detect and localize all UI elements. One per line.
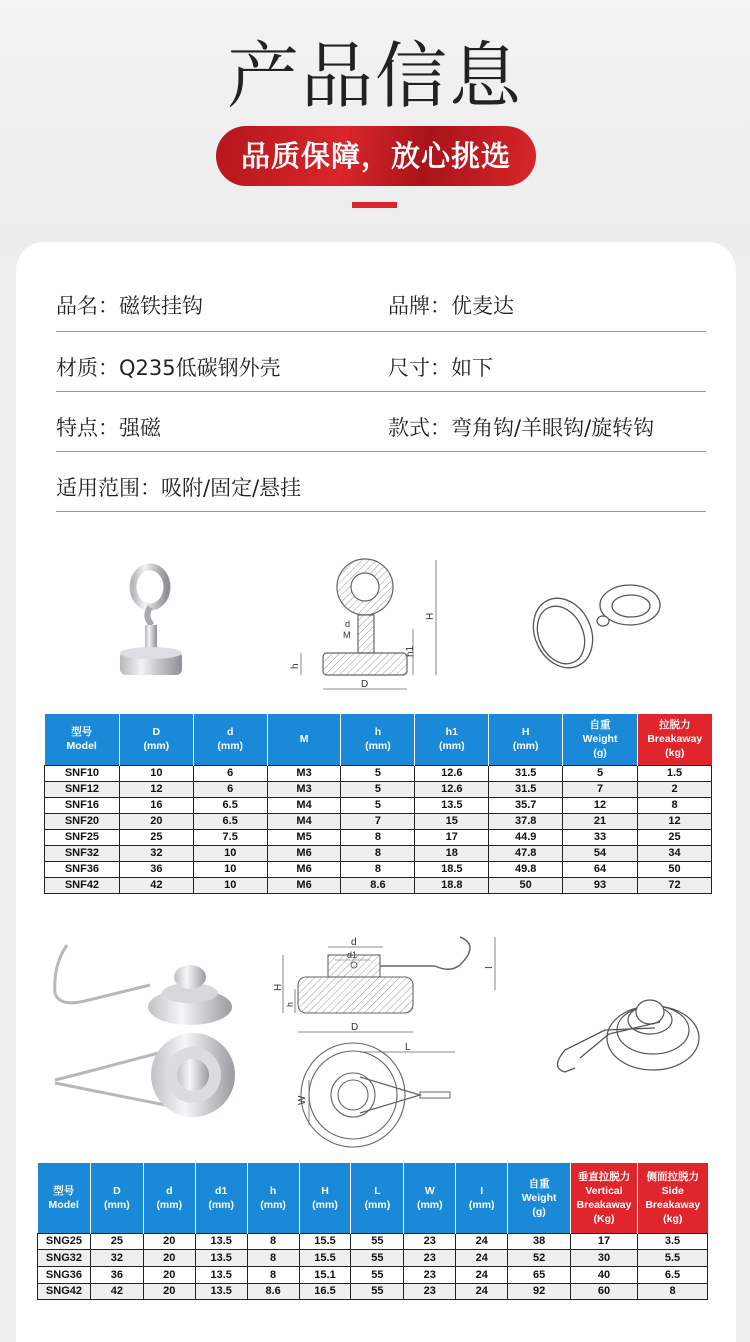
table-cell: 13.5 — [195, 1266, 247, 1283]
dim-d: d — [345, 619, 351, 629]
eye-hook-photo — [100, 555, 200, 685]
info-usage: 适用范围：吸附/固定/悬挂 — [56, 476, 302, 500]
dim2-d: d — [351, 937, 357, 948]
table-cell: 30 — [571, 1250, 638, 1267]
header-unit: (g) — [593, 747, 607, 760]
table-cell: 20 — [119, 813, 193, 829]
table-row — [45, 829, 712, 845]
info-size: 尺寸：如下 — [388, 356, 493, 380]
dim2-d1: d1 — [347, 950, 358, 960]
info-feature: 特点：强磁 — [56, 416, 161, 440]
header-en2: Breakaway — [576, 1198, 632, 1211]
table-cell: 6.5 — [638, 1266, 708, 1283]
dim2-H: H — [273, 983, 284, 991]
column-header — [90, 1163, 143, 1233]
table-cell: 8 — [638, 1283, 708, 1300]
info-row — [56, 332, 706, 392]
table-cell: 5 — [341, 781, 415, 797]
accent-divider — [352, 202, 397, 208]
column-header — [508, 1163, 571, 1233]
header-cn: 型号 — [53, 1184, 75, 1197]
table-cell: 12 — [563, 797, 638, 813]
table-cell: 13.5 — [195, 1233, 247, 1250]
table-cell: 54 — [563, 845, 638, 861]
swivel-hook-sketch — [545, 990, 710, 1085]
table-cell: 7 — [341, 813, 415, 829]
header-en: L — [374, 1184, 381, 1197]
table-cell: 36 — [90, 1266, 143, 1283]
header-en: H — [321, 1184, 329, 1197]
table-row — [38, 1266, 708, 1283]
column-header — [143, 1163, 195, 1233]
table-cell: 20 — [143, 1266, 195, 1283]
info-row — [56, 392, 706, 452]
table-cell: 10 — [193, 861, 267, 877]
table-cell: 8 — [638, 797, 712, 813]
table-cell: M3 — [267, 765, 341, 781]
table-cell: 15.5 — [299, 1250, 351, 1267]
column-header — [195, 1163, 247, 1233]
info-material: 材质：Q235低碳钢外壳 — [56, 356, 281, 380]
table-cell: 24 — [456, 1283, 508, 1300]
table-cell: 6 — [193, 781, 267, 797]
table-cell: 5.5 — [638, 1250, 708, 1267]
column-header — [119, 714, 193, 765]
table-cell: 23 — [404, 1266, 456, 1283]
table-cell: M6 — [267, 877, 341, 893]
column-header — [563, 714, 638, 765]
table-cell: 25 — [119, 829, 193, 845]
table-row — [38, 1250, 708, 1267]
column-header — [267, 714, 341, 765]
table-cell: 23 — [404, 1233, 456, 1250]
table-cell: 17 — [571, 1233, 638, 1250]
header-en2: Breakaway — [645, 1198, 701, 1211]
table-cell: 13.5 — [195, 1283, 247, 1300]
table-row — [45, 781, 712, 797]
table-cell: 7 — [563, 781, 638, 797]
header-unit: (mm) — [438, 740, 465, 753]
table-cell: 31.5 — [489, 765, 563, 781]
header-en: Model — [66, 740, 97, 753]
table-cell: SNF32 — [45, 845, 120, 861]
header-en: Breakaway — [647, 733, 703, 746]
table-cell: 42 — [90, 1283, 143, 1300]
table-cell: 40 — [571, 1266, 638, 1283]
header-unit: (mm) — [208, 1198, 235, 1211]
table-cell: 16 — [119, 797, 193, 813]
header-unit: (mm) — [143, 740, 170, 753]
table-cell: 55 — [351, 1233, 404, 1250]
info-row — [56, 452, 706, 512]
header-cn: 型号 — [71, 726, 93, 739]
column-header — [341, 714, 415, 765]
header-unit: (mm) — [365, 740, 391, 753]
table-cell: 8 — [247, 1266, 299, 1283]
column-header — [38, 1163, 91, 1233]
table-cell: 52 — [508, 1250, 571, 1267]
table-cell: 15.5 — [299, 1233, 351, 1250]
table-row — [45, 813, 712, 829]
eye-hook-sketch — [525, 575, 665, 685]
table-cell: 60 — [571, 1283, 638, 1300]
header-en: d — [166, 1184, 173, 1197]
dim2-h: h — [285, 1001, 295, 1007]
header-unit: (Kg) — [593, 1212, 615, 1225]
header-unit: (mm) — [364, 1198, 391, 1211]
column-header — [351, 1163, 404, 1233]
dim-H: H — [425, 612, 436, 620]
table-cell: SNF25 — [45, 829, 120, 845]
table-cell: 55 — [351, 1266, 404, 1283]
table-cell: M6 — [267, 845, 341, 861]
table-cell: 38 — [508, 1233, 571, 1250]
table-cell: 18.5 — [415, 861, 489, 877]
table-cell: 5 — [341, 765, 415, 781]
dim-M: M — [343, 630, 351, 640]
dim-h: h — [290, 663, 301, 669]
header-en: M — [299, 733, 309, 746]
header-unit: (mm) — [312, 1198, 338, 1211]
column-header — [415, 714, 489, 765]
header-en: D — [152, 726, 161, 739]
table-cell: 12.6 — [415, 765, 489, 781]
table-cell: 12 — [638, 813, 712, 829]
table-cell: SNF16 — [45, 797, 120, 813]
table-cell: 50 — [489, 877, 563, 893]
table-cell: 13.5 — [415, 797, 489, 813]
table-cell: M4 — [267, 797, 341, 813]
header-en: Model — [48, 1198, 79, 1211]
table-cell: 8 — [341, 861, 415, 877]
table-cell: SNG32 — [38, 1250, 91, 1267]
header-en: D — [113, 1184, 121, 1197]
table-cell: 18 — [415, 845, 489, 861]
table-cell: 65 — [508, 1266, 571, 1283]
quality-badge: 品质保障，放心挑选 — [216, 126, 536, 186]
table-cell: 8 — [247, 1250, 299, 1267]
table-cell: 7.5 — [193, 829, 267, 845]
table-cell: SNF36 — [45, 861, 120, 877]
table-cell: 55 — [351, 1283, 404, 1300]
table-cell: 21 — [563, 813, 638, 829]
table-cell: 50 — [638, 861, 712, 877]
table-row — [45, 877, 712, 893]
table-cell: 15.1 — [299, 1266, 351, 1283]
column-header — [45, 714, 120, 765]
page-title: 产品信息 — [226, 34, 523, 118]
header-cn: 自重 — [528, 1177, 550, 1190]
header-en: H — [521, 726, 530, 739]
table-cell: 23 — [404, 1283, 456, 1300]
table-cell: 8.6 — [247, 1283, 299, 1300]
table-row — [38, 1283, 708, 1300]
table-row — [45, 765, 712, 781]
table-cell: 24 — [456, 1233, 508, 1250]
table-cell: 37.8 — [489, 813, 563, 829]
dim-h1: h1 — [405, 645, 416, 657]
sng-spec-table — [37, 1163, 708, 1300]
table-cell: SNF20 — [45, 813, 120, 829]
dim2-L: L — [405, 1042, 411, 1053]
info-row — [56, 270, 706, 332]
table-cell: 25 — [90, 1233, 143, 1250]
dim2-I: I — [484, 966, 495, 969]
table-cell: 15 — [415, 813, 489, 829]
table-cell: 92 — [508, 1283, 571, 1300]
column-header — [638, 1163, 708, 1233]
table-cell: M4 — [267, 813, 341, 829]
header-unit: (kg) — [663, 1212, 683, 1225]
table-cell: 25 — [638, 829, 712, 845]
eye-hook-technical-drawing — [285, 545, 445, 695]
header-en: h — [374, 726, 382, 739]
table-cell: 1.5 — [638, 765, 712, 781]
table-cell: 5 — [341, 797, 415, 813]
dim2-D: D — [351, 1022, 359, 1033]
table-cell: 17 — [415, 829, 489, 845]
header-en: h1 — [445, 726, 458, 739]
table-cell: 47.8 — [489, 845, 563, 861]
snf-spec-table — [44, 714, 712, 894]
header-unit: (mm) — [156, 1198, 183, 1211]
header-en: Side — [661, 1184, 684, 1197]
table-cell: 72 — [638, 877, 712, 893]
header-en: I — [480, 1184, 484, 1197]
header-cn: 垂直拉脱力 — [577, 1170, 631, 1183]
header-en: W — [424, 1184, 435, 1197]
table-cell: 49.8 — [489, 861, 563, 877]
table-cell: 8.6 — [341, 877, 415, 893]
table-cell: 23 — [404, 1250, 456, 1267]
table-cell: SNF42 — [45, 877, 120, 893]
table-cell: 55 — [351, 1250, 404, 1267]
table-cell: 20 — [143, 1283, 195, 1300]
table-cell: 10 — [193, 845, 267, 861]
column-header — [299, 1163, 351, 1233]
column-header — [404, 1163, 456, 1233]
swivel-hook-technical-drawing — [265, 935, 510, 1150]
table-cell: 64 — [563, 861, 638, 877]
header-unit: (mm) — [416, 1198, 443, 1211]
header-cn: 拉脱力 — [659, 719, 691, 732]
table-cell: 36 — [119, 861, 193, 877]
info-product-name: 品名：磁铁挂钩 — [56, 294, 203, 318]
table-cell: SNF12 — [45, 781, 120, 797]
table-cell: 3.5 — [638, 1233, 708, 1250]
table-row — [45, 797, 712, 813]
table-cell: 8 — [341, 845, 415, 861]
header-en: d1 — [215, 1184, 228, 1197]
table-cell: 24 — [456, 1266, 508, 1283]
table-cell: 8 — [247, 1233, 299, 1250]
table-cell: 31.5 — [489, 781, 563, 797]
table-cell: SNF10 — [45, 765, 120, 781]
table-cell: SNG25 — [38, 1233, 91, 1250]
table-cell: 12 — [119, 781, 193, 797]
swivel-hook-photos — [45, 935, 255, 1145]
table-row — [45, 845, 712, 861]
header-en: d — [226, 726, 234, 739]
table-cell: SNG36 — [38, 1266, 91, 1283]
table-cell: 42 — [119, 877, 193, 893]
table-cell: M5 — [267, 829, 341, 845]
column-header — [489, 714, 563, 765]
header-unit: (mm) — [260, 1198, 286, 1211]
table-cell: 10 — [119, 765, 193, 781]
header-unit: (mm) — [217, 740, 244, 753]
column-header — [247, 1163, 299, 1233]
header-en: Vertical — [585, 1184, 623, 1197]
header-unit: (mm) — [512, 740, 539, 753]
header-unit: (g) — [532, 1205, 546, 1218]
header-unit: (mm) — [468, 1198, 495, 1211]
column-header — [638, 714, 712, 765]
table-cell: 12.6 — [415, 781, 489, 797]
table-cell: 44.9 — [489, 829, 563, 845]
header-en: h — [269, 1184, 277, 1197]
header-unit: (mm) — [104, 1198, 130, 1211]
dim2-W: W — [297, 1095, 308, 1105]
info-style: 款式：弯角钩/羊眼钩/旋转钩 — [388, 416, 655, 440]
header-cn: 侧面拉脱力 — [646, 1170, 699, 1183]
table-cell: 32 — [119, 845, 193, 861]
table-cell: 93 — [563, 877, 638, 893]
table-cell: 6.5 — [193, 797, 267, 813]
info-brand: 品牌：优麦达 — [388, 294, 514, 318]
header-en: Weight — [582, 733, 618, 746]
table-cell: 34 — [638, 845, 712, 861]
table-cell: 5 — [563, 765, 638, 781]
table-row — [45, 861, 712, 877]
header-en: Weight — [521, 1191, 557, 1204]
table-cell: 20 — [143, 1250, 195, 1267]
table-cell: 10 — [193, 877, 267, 893]
column-header — [456, 1163, 508, 1233]
table-row — [38, 1233, 708, 1250]
table-cell: 16.5 — [299, 1283, 351, 1300]
table-cell: 6.5 — [193, 813, 267, 829]
table-cell: 13.5 — [195, 1250, 247, 1267]
table-cell: 18.8 — [415, 877, 489, 893]
product-info-list — [56, 270, 706, 512]
table-cell: 24 — [456, 1250, 508, 1267]
table-cell: 33 — [563, 829, 638, 845]
table-cell: 35.7 — [489, 797, 563, 813]
table-cell: 8 — [341, 829, 415, 845]
table-cell: 2 — [638, 781, 712, 797]
table-cell: 6 — [193, 765, 267, 781]
header-cn: 自重 — [589, 719, 611, 732]
table-cell: 20 — [143, 1233, 195, 1250]
header-unit: (kg) — [665, 747, 685, 760]
table-cell: SNG42 — [38, 1283, 91, 1300]
table-cell: M6 — [267, 861, 341, 877]
column-header — [571, 1163, 638, 1233]
table-cell: M3 — [267, 781, 341, 797]
dim-D: D — [361, 679, 369, 690]
hero-banner — [0, 0, 750, 250]
column-header — [193, 714, 267, 765]
table-cell: 32 — [90, 1250, 143, 1267]
